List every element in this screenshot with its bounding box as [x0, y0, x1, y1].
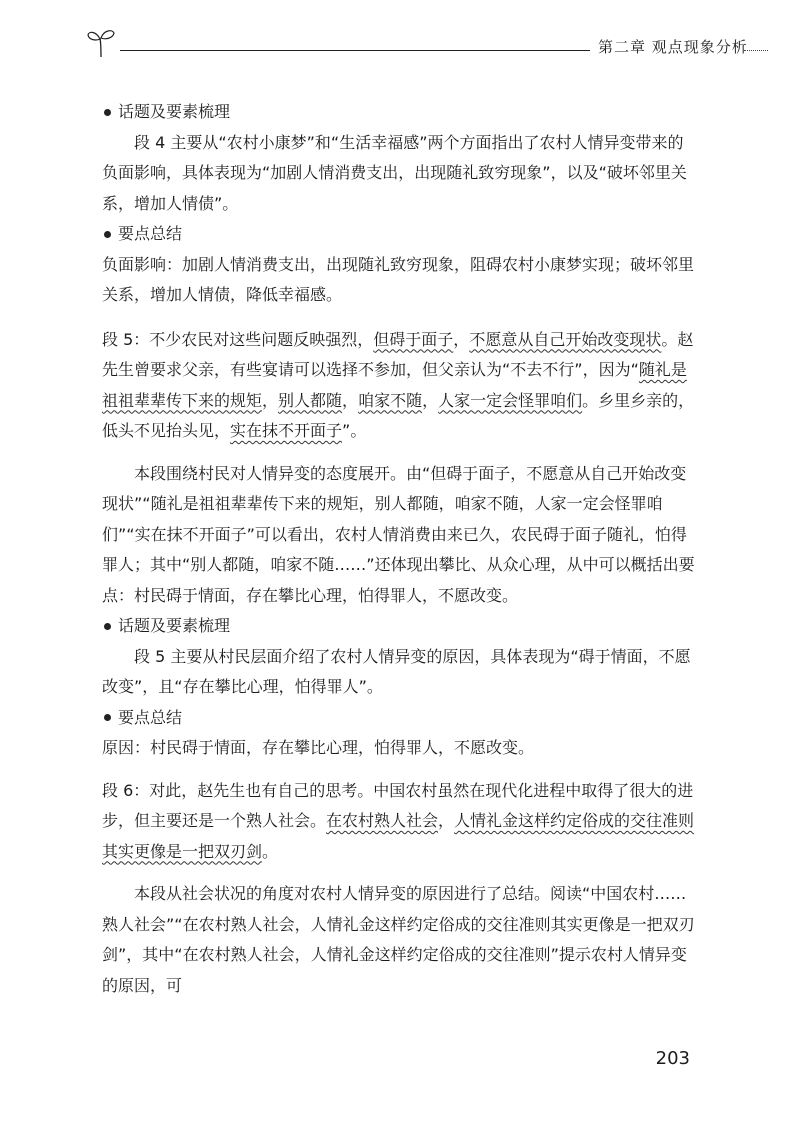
- chapter-title: 第二章 观点现象分析: [598, 38, 748, 56]
- header-rule: [120, 50, 590, 51]
- source-paragraph-6: 段 6：对此，赵先生也有自己的思考。中国农村虽然在现代化进程中取得了很大的进步，但主要还是一个熟人社会。在农村熟人社会，人情礼金这样约定俗成的交往准则其实更像是一把双刃剑。: [102, 780, 695, 861]
- running-header: [80, 22, 770, 62]
- page-content: [102, 97, 698, 1001]
- header-dotted-rule: [744, 50, 768, 51]
- summary-heading: 要点总结: [102, 703, 698, 734]
- summary-heading: 要点总结: [102, 219, 698, 250]
- topic-text: 段 5 主要从村民层面介绍了农村人情异变的原因，具体表现为“碍于情面，不愿改变”，且“存在攀比心理，怕得罪人”。: [102, 646, 691, 696]
- topic-heading: 话题及要素梳理: [102, 97, 698, 128]
- page-number: 203: [655, 1048, 690, 1069]
- summary-text: 原因：村民碍于情面，存在攀比心理，怕得罪人，不愿改变。: [102, 738, 535, 757]
- topic-heading: 话题及要素梳理: [102, 611, 698, 642]
- analysis-paragraph: 本段从社会状况的角度对农村人情异变的原因进行了总结。阅读“中国农村……熟人社会”“在农村熟人社会，人情礼金这样约定俗成的交往准则其实更像是一把双刃剑”，其中“在农村熟人社会，人情礼金这样约定俗成的交往准则”提示农村人情异变的原因，可: [102, 884, 695, 995]
- bullet-icon: [104, 623, 111, 630]
- source-paragraph-5: 段 5：不少农民对这些问题反映强烈，但碍于面子，不愿意从自己开始改变现状。赵先生曾要求父亲，有些宴请可以选择不参加，但父亲认为“不去不行”，因为“随礼是祖祖辈辈传下来的规矩，别人都随，咱家不随，人家一定会怪罪咱们。乡里乡亲的，低头不见抬头见，实在抹不开面子”。: [102, 329, 695, 440]
- topic-text: 段 4 主要从“农村小康梦”和“生活幸福感”两个方面指出了农村人情异变带来的负面影响，具体表现为“加剧人情消费支出，出现随礼致穷现象”，以及“破坏邻里关系，增加人情债”。: [102, 132, 687, 213]
- analysis-paragraph: 本段围绕村民对人情异变的态度展开。由“但碍于面子，不愿意从自己开始改变现状”“随礼是祖祖辈辈传下来的规矩，别人都随，咱家不随，人家一定会怪罪咱们”“实在抹不开面子”可以看出，农村人情消费由来已久，农民碍于面子随礼，怕得罪人；其中“别人都随，咱家不随……”还体现出攀比、从众心理，从中可以概括出要点：村民碍于情面，存在攀比心理，怕得罪人，不愿改变。: [102, 463, 695, 605]
- summary-text: 负面影响：加剧人情消费支出，出现随礼致穷现象，阻碍农村小康梦实现；破坏邻里关系，增加人情债，降低幸福感。: [102, 254, 695, 304]
- bullet-icon: [104, 109, 111, 116]
- bullet-icon: [104, 714, 111, 721]
- sprout-icon: [86, 26, 116, 58]
- bullet-icon: [104, 231, 111, 238]
